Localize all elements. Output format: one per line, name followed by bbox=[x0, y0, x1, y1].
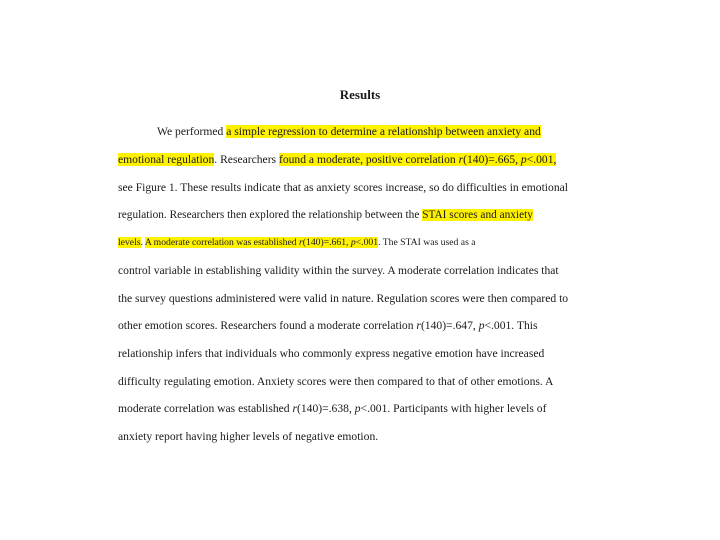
highlighted-text: <.001 bbox=[355, 237, 379, 248]
text-segment: <.001. Participants with higher levels of bbox=[360, 402, 547, 415]
text-segment: <.001. This bbox=[484, 319, 538, 332]
paragraph-line bbox=[118, 318, 538, 334]
text-segment: moderate correlation was established bbox=[118, 402, 293, 415]
text-segment: the survey questions administered were valid in nature. Regulation scores were then compared to bbox=[118, 292, 569, 305]
highlighted-text: STAI scores and anxiety bbox=[422, 209, 533, 221]
paragraph-line bbox=[118, 152, 556, 168]
paragraph-line bbox=[118, 291, 568, 307]
results-heading: Results bbox=[339, 87, 381, 102]
highlighted-text: <.001, bbox=[526, 153, 557, 166]
highlighted-text: (140)=.661, bbox=[302, 237, 351, 248]
text-segment: p bbox=[354, 402, 361, 415]
text-segment: r bbox=[416, 319, 421, 332]
text-segment: p bbox=[478, 319, 485, 332]
text-segment: regulation. Researchers then explored the relationship between the bbox=[118, 209, 423, 221]
text-segment: see Figure 1. These results indicate that as anxiety scores increase, so do difficulties in emotional bbox=[118, 181, 568, 194]
highlighted-text: A moderate correlation was established bbox=[144, 237, 300, 248]
text-segment: difficulty regulating emotion. Anxiety scores were then compared to that of other emotions. A bbox=[118, 375, 554, 388]
highlighted-text: levels bbox=[118, 237, 141, 248]
highlighted-text: a simple regression to determine a relationship between anxiety and bbox=[226, 125, 541, 138]
highlighted-text: r bbox=[299, 237, 303, 248]
paragraph-line bbox=[118, 346, 544, 362]
highlighted-text: p bbox=[520, 153, 527, 166]
highlighted-text: emotional regulation bbox=[118, 153, 215, 166]
paragraph-line bbox=[118, 207, 533, 223]
highlighted-text: found a moderate, positive correlation bbox=[278, 153, 459, 166]
paragraph-line bbox=[118, 180, 568, 196]
text-segment: . The STAI was used as a bbox=[378, 237, 476, 248]
paragraph-line bbox=[118, 374, 553, 390]
text-segment: other emotion scores. Researchers found a moderate correlation bbox=[118, 319, 417, 332]
paragraph-line bbox=[118, 401, 546, 417]
text-segment: . Researchers bbox=[214, 153, 279, 166]
text-segment: (140)=.638, bbox=[297, 402, 355, 415]
paragraph-line bbox=[118, 263, 559, 279]
text-segment: . bbox=[140, 237, 145, 248]
text-segment: relationship infers that individuals who commonly express negative emotion have increased bbox=[118, 347, 545, 360]
paragraph-line bbox=[118, 429, 378, 445]
paragraph-line bbox=[118, 235, 476, 251]
highlighted-text: p bbox=[350, 237, 356, 248]
highlighted-text: (140)=.665, bbox=[463, 153, 521, 166]
paragraph-line bbox=[157, 124, 541, 140]
highlighted-text: r bbox=[458, 153, 464, 166]
text-segment: We performed bbox=[157, 125, 227, 138]
text-segment: r bbox=[292, 402, 297, 415]
text-segment: anxiety report having higher levels of negative emotion. bbox=[118, 430, 379, 443]
text-segment: control variable in establishing validity within the survey. A moderate correlation indicates that bbox=[118, 264, 559, 277]
text-segment: (140)=.647, bbox=[420, 319, 479, 332]
